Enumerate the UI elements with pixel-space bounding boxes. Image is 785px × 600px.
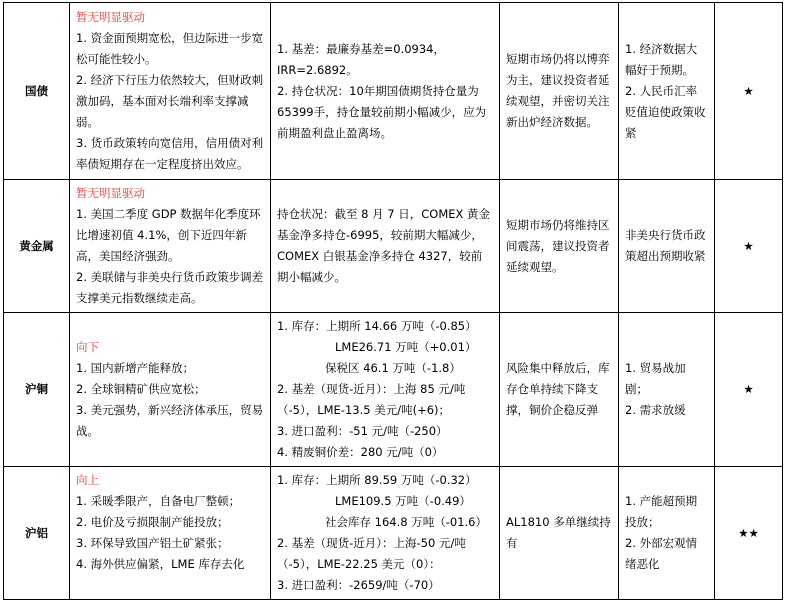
risk-item: 1. 贸易战加剧； <box>625 361 686 396</box>
data-item: 2. 持仓状况：10年期国债期货持仓量为65399手，持仓量较前期小幅减少，应为前期盈利盘止盈离场。 <box>277 83 487 140</box>
commodity-name: 国债 <box>4 3 70 180</box>
data-item: 4. 精废铜价差：280 元/吨（0） <box>277 445 444 459</box>
driver-item: 1. 采暖季限产，自备电厂整顿； <box>76 494 241 508</box>
commodity-name: 沪铜 <box>4 313 70 467</box>
data-item: 社会库存 164.8 万吨（-01.6） <box>325 515 487 529</box>
data-cell <box>271 180 500 313</box>
direction-label: 暂无明显驱动 <box>76 186 145 200</box>
data-item: 保税区 46.1 万吨（-1.8） <box>325 361 461 375</box>
table-row <box>4 180 783 313</box>
star-rating: ★ <box>715 313 783 467</box>
risk-cell <box>619 3 715 180</box>
driver-item: 3. 货币政策转向宽信用，信用债对利率债短期存在一定程度挤出效应。 <box>76 136 264 171</box>
view-cell: 风险集中释放后，库存仓单持续下降支撑，铜价企稳反弹 <box>500 313 619 467</box>
star-rating: ★★ <box>715 467 783 600</box>
data-item: 持仓状况：截至 8 月 7 日，COMEX 黄金基金净多持仓-6995，较前期大幅减少，COMEX 白银基金净多持仓 4327，较前期小幅减少。 <box>277 207 491 284</box>
risk-cell <box>619 180 715 313</box>
direction-label: 向上 <box>76 473 99 487</box>
risk-cell <box>619 467 715 600</box>
driver-item: 2. 经济下行压力依然较大，但财政刺激加码，基本面对长端利率支撑减弱。 <box>76 73 264 129</box>
view-cell: AL1810 多单继续持有 <box>500 467 619 600</box>
star-rating: ★ <box>715 180 783 313</box>
drivers-cell <box>70 313 271 467</box>
commodity-name: 黄金属 <box>4 180 70 313</box>
table-row <box>4 467 783 600</box>
table-row <box>4 313 783 467</box>
data-item: 2. 基差（现货-近月）：上海 85 元/吨（-5），LME-13.5 美元/吨(+6)； <box>277 382 466 417</box>
driver-item: 3. 环保导致国产铝土矿紧张； <box>76 536 229 550</box>
direction-label: 向下 <box>76 340 99 354</box>
view-cell: 短期市场仍将维持区间震荡，建议投资者延续观望。 <box>500 180 619 313</box>
driver-item: 1. 国内新增产能释放； <box>76 361 195 375</box>
risk-cell <box>619 313 715 467</box>
driver-item: 2. 电价及亏损限制产能投放； <box>76 515 229 529</box>
data-item: 1. 库存：上期所 89.59 万吨（-0.32） <box>277 473 477 487</box>
driver-item: 3. 美元强势，新兴经济体承压，贸易战。 <box>76 403 264 438</box>
driver-item: 2. 全球铜精矿供应宽松； <box>76 382 206 396</box>
data-item: 3. 进口盈利：-2659/吨（-70） <box>277 578 440 592</box>
star-rating: ★ <box>715 3 783 180</box>
risk-item: 1. 经济数据大幅好于预期。 <box>625 41 698 77</box>
risk-item: 非美央行货币政策超出预期收紧 <box>625 228 706 263</box>
driver-item: 2. 美联储与非美央行货币政策步调差支撑美元指数继续走高。 <box>76 270 264 305</box>
drivers-cell <box>70 180 271 313</box>
drivers-cell <box>70 467 271 600</box>
data-cell <box>271 313 500 467</box>
driver-item: 1. 资金面预期宽松，但边际进一步宽松可能性较小。 <box>76 31 264 66</box>
risk-item: 2. 人民币汇率贬值迫使政策收紧 <box>625 83 706 140</box>
data-cell <box>271 467 500 600</box>
driver-item: 4. 海外供应偏紧，LME 库存去化 <box>76 557 245 571</box>
risk-item: 1. 产能超预期投放； <box>625 494 698 529</box>
data-cell <box>271 3 500 180</box>
drivers-cell <box>70 3 271 180</box>
view-cell: 短期市场仍将以博弈为主，建议投资者延续观望，并密切关注新出炉经济数据。 <box>500 3 619 180</box>
table-row <box>4 3 783 180</box>
data-item: 1. 基差：最廉券基差=0.0934，IRR=2.6892。 <box>277 41 446 77</box>
direction-label: 暂无明显驱动 <box>76 10 145 24</box>
data-item: LME26.71 万吨（+0.01） <box>335 340 477 354</box>
data-item: 2. 基差（现货-近月）：上海-50 元/吨（-5），LME-22.25 美元（0）： <box>277 536 466 571</box>
risk-item: 2. 外部宏观情绪恶化 <box>625 536 698 571</box>
data-item: 3. 进口盈利：-51 元/吨（-250） <box>277 424 448 438</box>
commodity-name: 沪铝 <box>4 467 70 600</box>
futures-outlook-table <box>3 2 783 600</box>
data-item: 1. 库存：上期所 14.66 万吨（-0.85） <box>277 319 477 333</box>
data-item: LME109.5 万吨（-0.49） <box>335 494 471 508</box>
risk-item: 2. 需求放缓 <box>625 403 686 417</box>
driver-item: 1. 美国二季度 GDP 数据年化季度环比增速初值 4.1%，创下近四年新高，美国经济强劲。 <box>76 207 261 263</box>
